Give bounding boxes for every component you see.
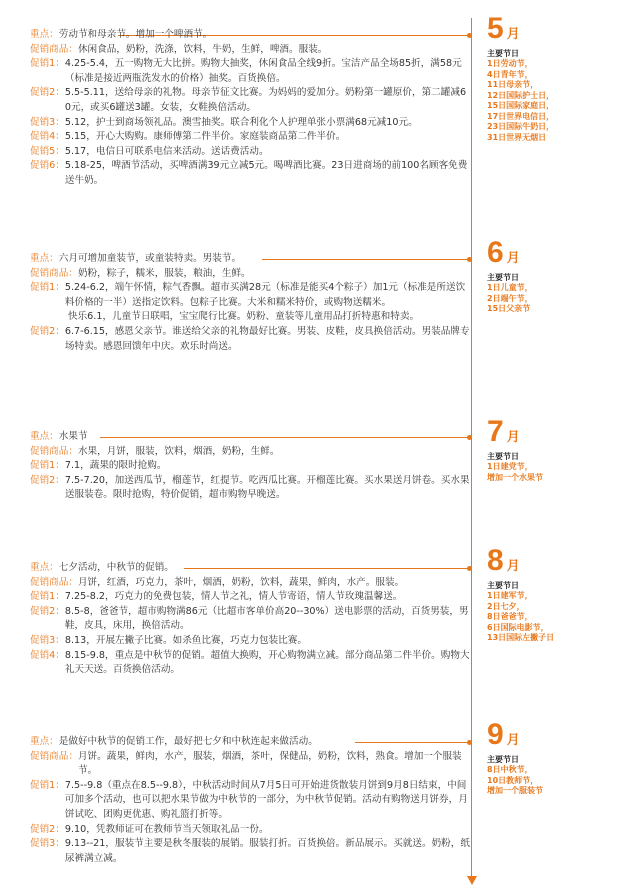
- row-label: 促销商品：: [30, 445, 78, 457]
- row-promo: [30, 57, 470, 86]
- row-label: 促销2：: [30, 605, 65, 617]
- row-focus: [30, 735, 470, 750]
- row-label: 重点：: [30, 253, 59, 264]
- holiday-item: 10日教师节，: [487, 775, 539, 785]
- row-label: 促销4：: [30, 131, 65, 143]
- row-promo: [30, 779, 470, 823]
- row-label: 促销商品：: [30, 750, 78, 762]
- row-label: 重点：: [30, 736, 59, 747]
- row-label: 促销2：: [30, 474, 65, 486]
- row-label: 重点：: [30, 431, 59, 442]
- row-promo: [30, 86, 470, 115]
- holiday-item: 1日建军节，: [487, 591, 533, 600]
- month-number: 5: [487, 12, 504, 45]
- month-unit: 月: [506, 733, 520, 748]
- row-promo: [30, 116, 470, 131]
- row-text: 劳动节和母亲节。增加一个啤酒节。: [58, 29, 213, 40]
- row-text: 6.7-6.15，感恩父亲节。谁送给父亲的礼物最好比赛。男装、皮鞋，皮具换倍活动。男装品牌专场特卖。感恩回馈年中庆。欢乐时尚送。: [64, 325, 470, 352]
- timeline-axis: [471, 18, 472, 880]
- holiday-item: 1日建党节，: [487, 462, 533, 471]
- holiday-item: 12日国际护士日，: [487, 90, 555, 100]
- row-promo: [30, 281, 470, 310]
- holiday-item: 8日中秋节，: [487, 765, 533, 774]
- row-label: 促销6：: [30, 160, 65, 172]
- row-text: 5.17，电信日可联系电信来活动。送话费活动。: [64, 145, 269, 157]
- row-text: 8.15-9.8，重点是中秋节的促销。超值大换购，开心购物满立减。部分商品第二件半价。购物大礼天天送。百货换倍活动。: [64, 649, 470, 676]
- holiday-item: 15日父亲节: [487, 304, 531, 313]
- month-june: [487, 238, 612, 315]
- month-unit: 月: [506, 559, 520, 574]
- holiday-item: 1日儿童节，: [487, 283, 533, 292]
- row-products: [30, 267, 470, 282]
- row-label: 促销1：: [30, 460, 65, 472]
- row-text: 5.18-25，啤酒节活动，买啤酒满39元立减5元。喝啤酒比赛。23日进商场的前100名顾客免费送牛奶。: [64, 160, 468, 186]
- row-products: [30, 576, 470, 591]
- row-text: 休闲食品，奶粉，洗涤，饮料，牛奶，生鲜，啤酒。服装。: [77, 43, 328, 55]
- row-text: 5.24-6.2，端午怀情，粽气香飘。超市买满28元（标准是能买4个粽子）加1元（标准是所送饮料价格的一半）送指定饮料。包粽子比赛。大米和糯米特价，或购物送糯米。: [64, 282, 466, 308]
- row-focus: [30, 561, 470, 576]
- month-august: [487, 546, 612, 644]
- holiday-item: 4日青年节，: [487, 69, 533, 79]
- row-label: 重点：: [30, 562, 59, 573]
- row-label: 促销1：: [30, 591, 65, 603]
- row-label: 促销1：: [30, 58, 65, 70]
- row-label: 促销3：: [30, 116, 65, 128]
- row-text: 月饼。蔬果，鲜肉，水产，服装，烟酒，茶叶，保健品，奶粉，饮料，熟食。增加一个服装节。: [77, 750, 462, 777]
- row-label: 促销3：: [30, 634, 65, 646]
- holiday-item: 15日国际家庭日，: [487, 101, 555, 110]
- month-may: [487, 14, 612, 143]
- row-promo: [30, 605, 470, 634]
- row-promo: [30, 145, 470, 160]
- holiday-item: 13日国际左撇子日: [487, 633, 555, 642]
- holiday-item: 23日国际牛奶日，: [487, 122, 555, 131]
- holiday-item: 31日世界无烟日: [487, 132, 547, 142]
- row-text: 4.25-5.4，五一购物无大比拼。购物大抽奖，休闲食品全线9折。宝洁产品全场85折，满58元（标准是接近两瓶洗发水的价格）抽奖。百货换倍。: [64, 58, 462, 84]
- row-text: 9.10，凭教师证可在教师节当天领取礼品一份。: [64, 823, 269, 835]
- row-promo: [30, 474, 470, 503]
- row-text: 5.15，开心大购购。康师傅第二件半价。家庭装商品第二件半价。: [64, 131, 346, 143]
- row-promo: [30, 459, 470, 474]
- holiday-heading: 主要节日: [487, 49, 519, 58]
- row-products: [30, 445, 470, 460]
- row-text: 9.13--21，服装节主要是秋冬服装的展销。服装打折。百货换倍。新品展示。买就送。奶粉，纸尿裤满立减。: [64, 838, 470, 864]
- holiday-item: 17日世界电信日，: [487, 111, 555, 121]
- row-label: 促销商品：: [30, 43, 78, 55]
- row-text: 7.1，蔬果的限时抢购。: [64, 460, 167, 472]
- row-text: 月饼，红酒，巧克力，茶叶，烟酒，奶粉，饮料，蔬果，鲜肉，水产。服装。: [77, 576, 405, 588]
- section-august: [30, 561, 470, 678]
- timeline-arrow: [467, 876, 477, 885]
- row-promo: [30, 823, 470, 838]
- row-text: 水果节: [58, 431, 88, 442]
- row-label: 促销商品：: [30, 267, 78, 279]
- holiday-item: 2日端午节，: [487, 293, 533, 303]
- row-text: 5.5-5.11，送给母亲的礼物。母亲节征文比赛。为妈妈的爱加分。奶粉第一罐原价，第二罐减60元，或买6罐送3罐。女装，女鞋换倍活动。: [64, 87, 467, 113]
- holiday-item: 6日国际电影节，: [487, 622, 549, 632]
- row-label: 促销2：: [30, 325, 65, 337]
- row-promo: [30, 634, 470, 649]
- row-text: 7.5--9.8（重点在8.5--9.8），中秋活动时间从7月5日可开始进货散装月饼到9月8日结束，中间可加多个活动，也可以把水果节做为中秋节的一部分，为中秋节促销。活动有购物送月饼券，月饼试吃、团购更优惠、购礼篮打折等。: [64, 779, 468, 820]
- month-number: 9: [487, 718, 504, 751]
- row-label: 促销3：: [30, 838, 65, 850]
- row-text: 8.5-8，爸爸节，超市购物满86元（比超市客单价高20--30%）送电影票的活动，百货男装，男鞋，皮具，床用，换倍活动。: [64, 605, 469, 632]
- row-promo: [30, 159, 470, 188]
- row-text: 7.25-8.2，巧克力的免费包装，情人节之礼，情人节寄语，情人节玫瑰温馨送。: [64, 591, 403, 603]
- holiday-heading: 主要节日: [487, 452, 519, 461]
- row-promo: [30, 837, 470, 866]
- month-unit: 月: [506, 430, 520, 445]
- row-promo: [30, 325, 470, 354]
- row-promo: [30, 590, 470, 605]
- section-may: [30, 28, 470, 189]
- holiday-item: 8日爸爸节，: [487, 612, 533, 621]
- row-products: [30, 43, 470, 58]
- row-focus: [30, 252, 470, 267]
- row-promo: [30, 310, 470, 325]
- month-number: 8: [487, 544, 504, 577]
- row-label: 促销4：: [30, 649, 65, 661]
- month-september: [487, 720, 612, 797]
- month-number: 6: [487, 236, 504, 269]
- section-september: [30, 735, 470, 866]
- month-unit: 月: [506, 27, 520, 42]
- row-text: 六月可增加童装节，或童装特卖。男装节。: [58, 253, 242, 264]
- row-label: 促销1：: [30, 282, 65, 294]
- row-label: 重点：: [30, 29, 59, 40]
- holiday-item: 2日七夕，: [487, 601, 525, 611]
- row-text: 七夕活动，中秋节的促销。: [58, 562, 174, 573]
- row-products: [30, 750, 470, 779]
- month-number: 7: [487, 415, 504, 448]
- row-text: 是做好中秋节的促销工作，最好把七夕和中秋连起来做活动。: [58, 736, 318, 747]
- row-label: 促销2：: [30, 823, 65, 835]
- row-promo: [30, 649, 470, 678]
- row-focus: [30, 430, 470, 445]
- holiday-heading: 主要节日: [487, 581, 519, 590]
- month-unit: 月: [506, 251, 520, 266]
- row-focus: [30, 28, 470, 43]
- holiday-item: 增加一个水果节: [487, 472, 543, 482]
- section-july: [30, 430, 470, 503]
- holiday-item: 1日劳动节，: [487, 59, 533, 68]
- row-text: 8.13，开展左撇子比赛。如杀鱼比赛，巧克力包装比赛。: [64, 634, 307, 646]
- holiday-item: 增加一个服装节: [487, 786, 543, 795]
- holiday-heading: 主要节日: [487, 273, 519, 282]
- row-label: 促销5：: [30, 145, 65, 157]
- holiday-item: 11日母亲节，: [487, 80, 539, 89]
- row-text: 5.12，护士到商场领礼品。澳雪抽奖。联合利化个人护理单张小票满68元减10元。: [64, 116, 418, 128]
- row-label: 促销商品：: [30, 576, 78, 588]
- holiday-heading: 主要节日: [487, 755, 519, 764]
- row-text: 水果，月饼，服装，饮料，烟酒，奶粉，生鲜。: [77, 445, 280, 457]
- row-promo: [30, 130, 470, 145]
- month-july: [487, 417, 612, 483]
- row-label: 促销1：: [30, 779, 65, 791]
- row-text: 奶粉，粽子，糯米，服装，粮油，生鲜。: [77, 267, 251, 279]
- row-text: 快乐6.1，儿童节日联唱，宝宝爬行比赛。奶粉、童装等儿童用品打折特惠和特卖。: [68, 311, 420, 323]
- row-label: 促销2：: [30, 87, 65, 99]
- section-june: [30, 252, 470, 354]
- row-text: 7.5-7.20，加送西瓜节，榴莲节，红提节。吃西瓜比赛。开榴莲比赛。买水果送月饼卷。买水果送服装卷。限时抢购，特价促销，超市购物早晚送。: [64, 474, 470, 501]
